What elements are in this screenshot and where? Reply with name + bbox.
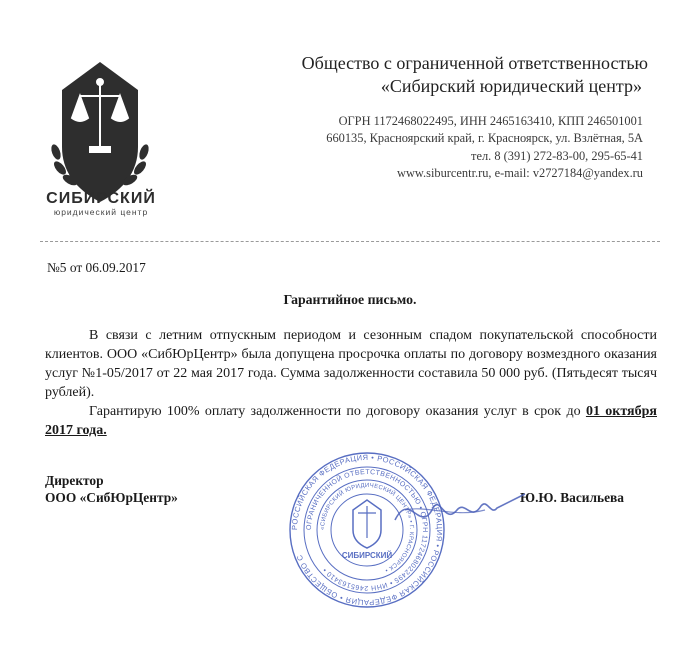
logo-subtitle: юридический центр (53, 207, 149, 217)
deadline-date: 01 октября 2017 года. (45, 404, 657, 438)
logo-title: СИБИРСКИЙ (46, 190, 156, 207)
org-web-email: www.siburcentr.ru, e-mail: v2727184@yandex.ru (397, 166, 643, 180)
org-name-line1: Общество с ограниченной ответственностью (301, 53, 648, 73)
paragraph-2 (45, 402, 657, 440)
stamp-inner-text: «СИБИРСКИЙ ЮРИДИЧЕСКИЙ ЦЕНТР» • Г. КРАСНОЯРСК • (319, 482, 415, 573)
signer-company: ООО «СибЮрЦентр» (45, 490, 178, 505)
signer-position: Директор (45, 473, 104, 488)
stamp-middle-text: ОГРАНИЧЕННОЙ ОТВЕТСТВЕННОСТЬЮ • ОГРН 1172468022495 • ИНН 2465163410 • (305, 468, 429, 592)
org-address: 660135, Красноярский край, г. Красноярск, ул. Взлётная, 5А (326, 131, 643, 145)
stamp-center-title: СИБИРСКИЙ (341, 551, 393, 560)
header-divider (40, 241, 660, 242)
letter-title: Гарантийное письмо. (283, 292, 417, 307)
org-phone: тел. 8 (391) 272-83-00, 295-65-41 (471, 149, 643, 163)
letter-number-date: №5 от 06.09.2017 (47, 260, 146, 275)
signer-name: Ю.Ю. Васильева (520, 490, 624, 505)
paragraph-1: В связи с летним отпускным периодом и сезонным спадом покупательской способности клиентов. ООО «СибЮрЦентр» была допущена просрочка оплаты по договору возмездного оказания услуг №1-05/2017 от 22 мая 2017 года. Сумма задолженности составила 50 000 руб. (Пятьдесят тысяч рублей). (45, 328, 657, 400)
org-name-line2: «Сибирский юридический центр» (380, 76, 642, 96)
paragraph-2-text: Гарантирую 100% оплату задолженности по договору оказания услуг в срок до (89, 404, 586, 419)
org-requisites: ОГРН 1172468022495, ИНН 2465163410, КПП 246501001 (338, 114, 643, 128)
stamp-outer-text: РОССИЙСКАЯ ФЕДЕРАЦИЯ • РОССИЙСКАЯ ФЕДЕРАЦИЯ • РОССИЙСКАЯ ФЕДЕРАЦИЯ • ОБЩЕСТВО С (289, 452, 445, 608)
handwritten-signature (385, 480, 535, 540)
letter-body (45, 326, 657, 440)
